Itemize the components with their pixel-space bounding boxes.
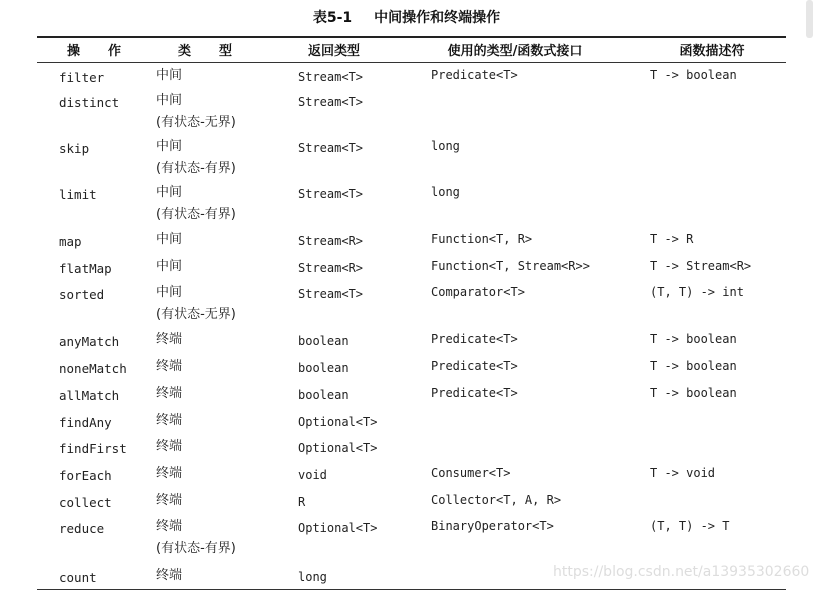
return-type-cell: void — [298, 468, 327, 482]
operation-cell: findFirst — [59, 441, 127, 456]
functional-interface-cell: Function<T, Stream<R>> — [431, 259, 590, 273]
type-cell — [156, 229, 182, 251]
functional-interface-cell: Predicate<T> — [431, 332, 518, 346]
descriptor-cell: (T, T) -> T — [650, 519, 730, 533]
functional-interface-cell: Collector<T, A, R> — [431, 493, 562, 507]
operation-cell: skip — [59, 141, 90, 156]
type-cell — [156, 490, 182, 512]
operation-cell: sorted — [59, 287, 105, 302]
return-type-cell: Stream<T> — [298, 141, 364, 155]
type-label: 中间 — [156, 93, 183, 108]
operation-cell: allMatch — [59, 388, 120, 403]
type-note: (有状态-无界) — [156, 115, 236, 130]
functional-interface-cell: Predicate<T> — [431, 386, 518, 400]
type-label: 中间 — [156, 259, 183, 274]
type-label: 终端 — [156, 413, 183, 428]
type-label: 中间 — [156, 68, 183, 83]
functional-interface-cell: Consumer<T> — [431, 466, 511, 480]
type-cell — [156, 356, 182, 378]
operation-cell: anyMatch — [59, 334, 120, 349]
type-cell — [156, 136, 236, 180]
return-type-cell: Optional<T> — [298, 521, 378, 535]
descriptor-cell: T -> boolean — [650, 68, 737, 82]
descriptor-cell: T -> void — [650, 466, 716, 480]
return-type-cell: boolean — [298, 334, 349, 348]
return-type-cell: Stream<T> — [298, 95, 364, 109]
table-number: 表5-1 — [312, 10, 353, 26]
type-note: (有状态-有界) — [156, 541, 236, 556]
header-return-type: 返回类型 — [307, 44, 360, 59]
return-type-cell: Stream<T> — [298, 70, 364, 84]
return-type-cell: boolean — [298, 361, 349, 375]
type-cell — [156, 282, 236, 326]
type-cell — [156, 383, 182, 405]
functional-interface-cell: Function<T, R> — [431, 232, 533, 246]
header-type: 类 型 — [177, 44, 233, 59]
type-label: 中间 — [156, 139, 183, 154]
descriptor-cell: T -> Stream<R> — [650, 259, 752, 273]
type-label: 终端 — [156, 439, 183, 454]
operation-cell: findAny — [59, 415, 112, 430]
type-label: 终端 — [156, 519, 183, 534]
descriptor-cell: T -> R — [650, 232, 694, 246]
operation-cell: forEach — [59, 468, 112, 483]
type-note: (有状态-有界) — [156, 207, 236, 222]
type-cell — [156, 90, 236, 134]
operation-cell: noneMatch — [59, 361, 127, 376]
functional-interface-cell: Predicate<T> — [431, 359, 518, 373]
type-label: 中间 — [156, 232, 183, 247]
return-type-cell: boolean — [298, 388, 349, 402]
functional-interface-cell: long — [431, 185, 460, 199]
table-title — [0, 7, 813, 27]
operation-cell: map — [59, 234, 82, 249]
type-label: 中间 — [156, 185, 183, 200]
return-type-cell: R — [298, 495, 306, 509]
type-cell — [156, 463, 182, 485]
return-type-cell: Stream<T> — [298, 187, 364, 201]
type-cell — [156, 256, 182, 278]
operation-cell: limit — [59, 187, 97, 202]
type-cell — [156, 516, 236, 560]
type-label: 终端 — [156, 568, 183, 583]
type-note: (有状态-无界) — [156, 307, 236, 322]
type-label: 终端 — [156, 466, 183, 481]
descriptor-cell: (T, T) -> int — [650, 285, 744, 299]
table-caption: 中间操作和终端操作 — [374, 10, 501, 26]
return-type-cell: Stream<R> — [298, 234, 364, 248]
type-cell — [156, 65, 182, 87]
functional-interface-cell: BinaryOperator<T> — [431, 519, 554, 533]
type-note: (有状态-有界) — [156, 161, 236, 176]
type-label: 终端 — [156, 493, 183, 508]
type-cell — [156, 436, 182, 458]
watermark: https://blog.csdn.net/a13935302660 — [553, 564, 810, 580]
return-type-cell: Optional<T> — [298, 415, 378, 429]
operation-cell: count — [59, 570, 97, 585]
functional-interface-cell: Predicate<T> — [431, 68, 518, 82]
functional-interface-cell: long — [431, 139, 460, 153]
type-cell — [156, 182, 236, 226]
return-type-cell: Stream<T> — [298, 287, 364, 301]
header-function-descriptor: 函数描述符 — [679, 44, 745, 59]
operation-cell: flatMap — [59, 261, 112, 276]
descriptor-cell: T -> boolean — [650, 386, 737, 400]
return-type-cell: Optional<T> — [298, 441, 378, 455]
operation-cell: filter — [59, 70, 105, 85]
type-label: 终端 — [156, 359, 183, 374]
descriptor-cell: T -> boolean — [650, 332, 737, 346]
type-label: 中间 — [156, 285, 183, 300]
header-operation: 操 作 — [66, 44, 122, 59]
operation-cell: reduce — [59, 521, 105, 536]
type-cell — [156, 410, 182, 432]
type-label: 终端 — [156, 386, 183, 401]
operation-cell: distinct — [59, 95, 120, 110]
return-type-cell: long — [298, 570, 327, 584]
operation-cell: collect — [59, 495, 112, 510]
top-rule — [37, 36, 786, 38]
functional-interface-cell: Comparator<T> — [431, 285, 525, 299]
type-cell — [156, 329, 182, 351]
header-rule — [37, 62, 786, 63]
type-cell — [156, 565, 182, 587]
bottom-rule — [37, 589, 786, 590]
scrollbar[interactable] — [806, 0, 813, 38]
return-type-cell: Stream<R> — [298, 261, 364, 275]
descriptor-cell: T -> boolean — [650, 359, 737, 373]
type-label: 终端 — [156, 332, 183, 347]
header-functional-interface: 使用的类型/函数式接口 — [447, 44, 583, 59]
